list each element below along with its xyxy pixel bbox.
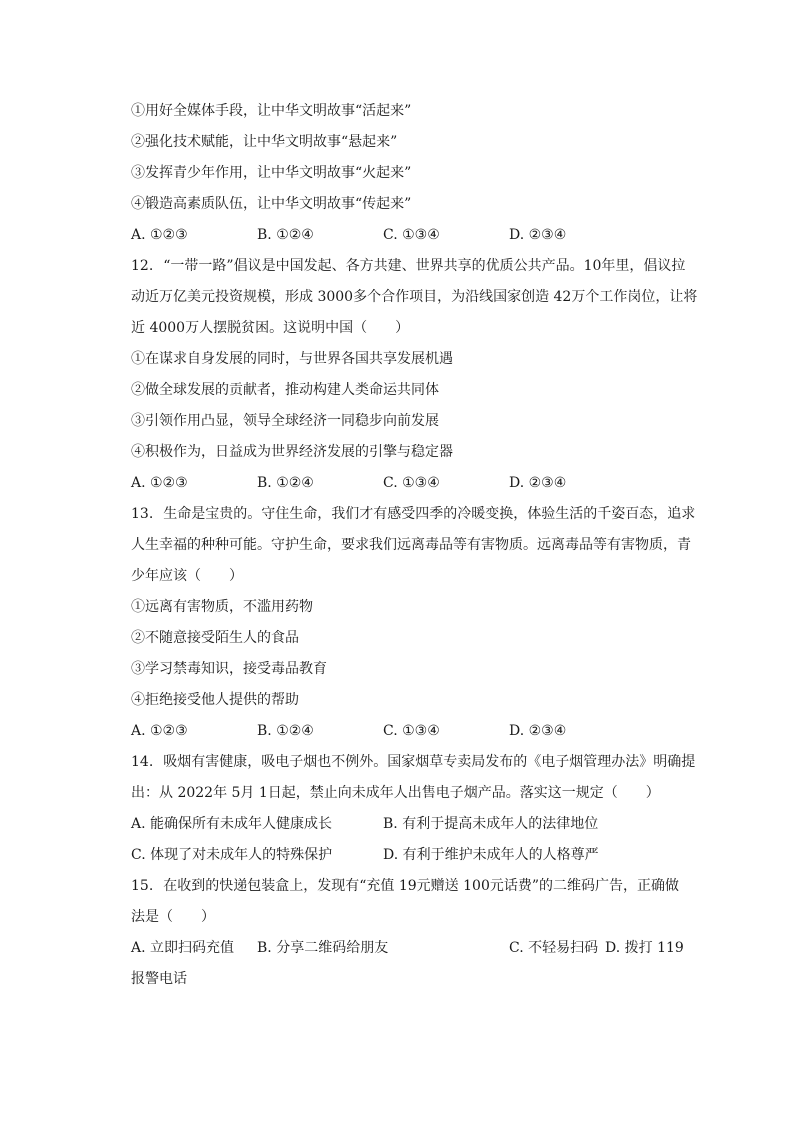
q12-stem-1: “一带一路”倡议是中国发起、各方共建、世界共享的优质公共产品。10年里，倡议拉 [163, 258, 686, 274]
q12-item-2: ②做全球发展的贡献者，推动构建人类命运共同体 [131, 382, 439, 398]
q11-option-a: A. ①②③ [131, 227, 188, 243]
question-12-options [131, 468, 691, 499]
q12-item-3: ③引领作用凸显，领导全球经济一同稳步向前发展 [131, 413, 439, 429]
q15-option-c: C. 不轻易扫码 [509, 940, 599, 956]
q11-option-d: D. ②③④ [509, 227, 567, 243]
q12-item-1: ①在谋求自身发展的同时，与世界各国共享发展机遇 [131, 351, 453, 367]
q15-option-d-continuation: 报警电话 [131, 971, 187, 987]
q13-option-d: D. ②③④ [509, 723, 567, 739]
q13-option-a: A. ①②③ [131, 723, 188, 739]
q15-stem-2: 法是（ ） [131, 909, 215, 925]
q13-option-c: C. ①③④ [383, 723, 440, 739]
q14-option-d: D. 有利于维护未成年人的人格尊严 [383, 847, 599, 863]
q12-stem-2: 动近万亿美元投资规模，形成 3000多个合作项目，为沿线国家创造 42万个工作岗位，让将 [131, 289, 698, 305]
q15-number: 15. [131, 878, 154, 894]
question-11-options [131, 220, 691, 251]
q15-stem-1: 在收到的快递包装盒上，发现有“充值 19元赠送 100元话费”的二维码广告，正确做 [163, 878, 680, 894]
q12-option-a: A. ①②③ [131, 475, 188, 491]
q13-option-b: B. ①②④ [257, 723, 314, 739]
q15-option-a: A. 立即扫码充值 [131, 940, 235, 956]
q11-option-b: B. ①②④ [257, 227, 314, 243]
q13-stem-line-1 [131, 499, 696, 530]
q14-option-a: A. 能确保所有未成年人健康成长 [131, 816, 333, 832]
q13-stem-3: 少年应该（ ） [131, 568, 243, 584]
question-11-items [131, 96, 691, 220]
q13-item-1: ①远离有害物质，不滥用药物 [131, 599, 313, 615]
q15-option-d: D. 拨打 119 [605, 940, 684, 956]
q14-option-b: B. 有利于提高未成年人的法律地位 [383, 816, 599, 832]
q11-item-4: ④锻造高素质队伍，让中华文明故事“传起来” [131, 196, 412, 212]
q11-item-3: ③发挥青少年作用，让中华文明故事“火起来” [131, 165, 412, 181]
question-15-options [131, 933, 691, 964]
q15-stem-line-1 [131, 871, 691, 902]
q14-stem-line-1 [131, 747, 696, 778]
q13-item-4: ④拒绝接受他人提供的帮助 [131, 692, 299, 708]
q12-option-d: D. ②③④ [509, 475, 567, 491]
q14-option-c: C. 体现了对未成年人的特殊保护 [131, 847, 333, 863]
q12-item-4: ④积极作为，日益成为世界经济发展的引擎与稳定器 [131, 444, 453, 460]
question-15 [131, 871, 691, 995]
q13-item-2: ②不随意接受陌生人的食品 [131, 630, 299, 646]
q14-stem-2: 出：从 2022年 5月 1日起，禁止向未成年人出售电子烟产品。落实这一规定（ ） [131, 785, 660, 801]
q12-option-c: C. ①③④ [383, 475, 440, 491]
q14-number: 14. [131, 754, 154, 770]
q14-stem-1: 吸烟有害健康，吸电子烟也不例外。国家烟草专卖局发布的《电子烟管理办法》明确提 [163, 754, 696, 770]
q13-stem-2: 人生幸福的种种可能。守护生命，要求我们远离毒品等有害物质。远离毒品等有害物质，青 [131, 537, 691, 553]
q12-number: 12. [131, 258, 154, 274]
q11-item-2: ②强化技术赋能，让中华文明故事“悬起来” [131, 134, 398, 150]
question-13 [131, 499, 696, 747]
question-14-options-row-2 [131, 840, 691, 871]
exam-page [131, 96, 698, 995]
q11-option-c: C. ①③④ [383, 227, 440, 243]
question-12 [131, 251, 698, 499]
q12-option-b: B. ①②④ [257, 475, 314, 491]
q11-item-1: ①用好全媒体手段，让中华文明故事“活起来” [131, 103, 412, 119]
question-14 [131, 747, 696, 871]
q12-stem-3: 近 4000万人摆脱贫困。这说明中国（ ） [131, 320, 410, 336]
q13-stem-1: 生命是宝贵的。守住生命，我们才有感受四季的冷暖变换，体验生活的千姿百态，追求 [163, 506, 696, 522]
q13-number: 13. [131, 506, 154, 522]
q15-option-b: B. 分享二维码给朋友 [257, 940, 389, 956]
question-14-options-row-1 [131, 809, 691, 840]
question-13-options [131, 716, 691, 747]
q12-stem-line-1 [131, 251, 691, 282]
q13-item-3: ③学习禁毒知识，接受毒品教育 [131, 661, 327, 677]
